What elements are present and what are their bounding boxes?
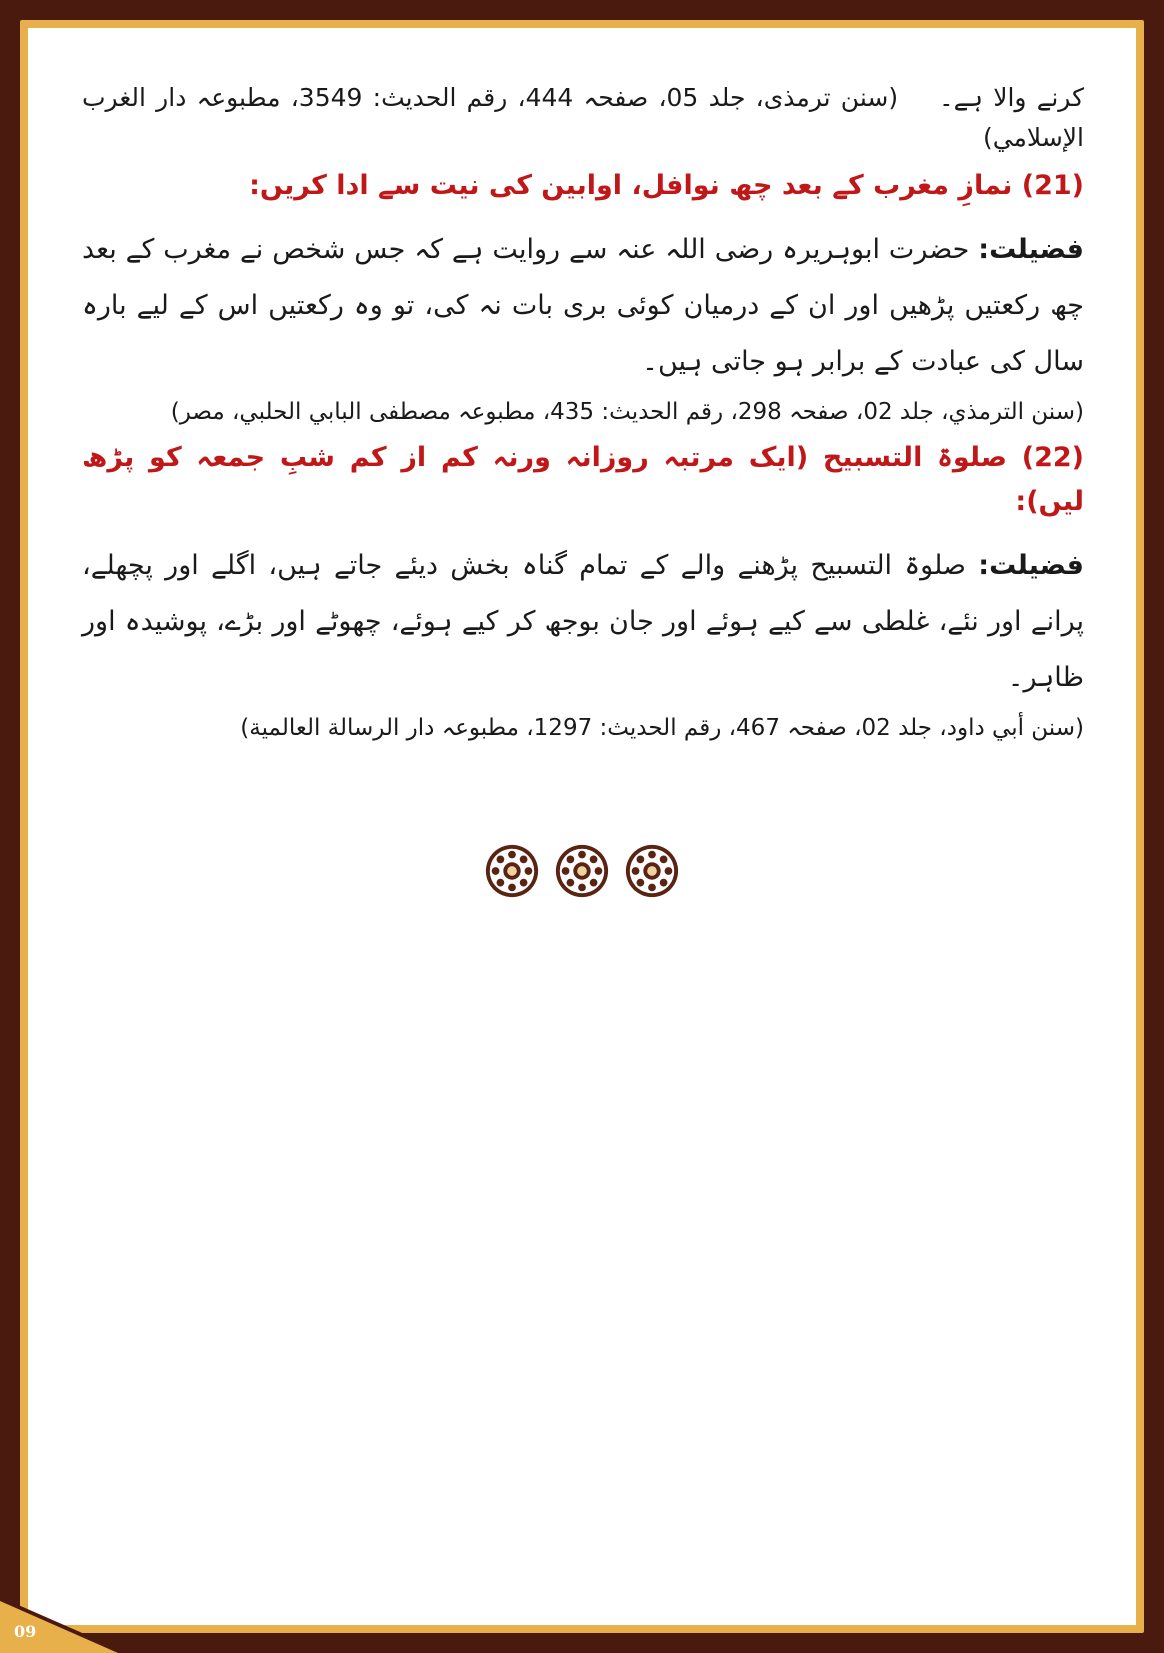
section-21-body: حضرت ابوہریرہ رضی اللہ عنہ سے روایت ہے کہ جس شخص نے مغرب کے بعد چھ رکعتیں پڑھیں اور ان کے درمیان کوئی بری بات نہ کی، تو وہ رکعتیں اس کے لیے بارہ سال کی عبادت کے برابر ہو جاتی ہیں۔ [82,234,1084,377]
page-content [82,78,1084,752]
section-21-heading: (21) نمازِ مغرب کے بعد چھ نوافل، اوابین کی نیت سے ادا کریں: [249,170,1084,201]
section-22-reference: (سنن أبي داود، جلد 02، صفحہ 467، رقم الحدیث: 1297، مطبوعہ دار الرسالة العالمية) [240,715,1084,741]
intro-line [82,78,1084,158]
ornament-icon [623,842,681,900]
intro-reference: (سنن ترمذی، جلد 05، صفحہ 444، رقم الحدیث: 3549، مطبوعہ دار الغرب الإسلامي) [82,83,1084,152]
section-21-reference: (سنن الترمذي، جلد 02، صفحہ 298، رقم الحدیث: 435، مطبوعہ مصطفى البابي الحلبي، مصر) [170,399,1084,425]
section-21-paragraph [82,222,1084,390]
section-22-paragraph [82,538,1084,706]
page-number: 09 [14,1622,37,1641]
ornament-divider [0,842,1164,906]
fazilat-label: فضیلت: [978,234,1084,265]
ornament-icon [553,842,611,900]
fazilat-label: فضیلت: [978,550,1084,581]
intro-text: کرنے والا ہے۔ [939,83,1085,112]
section-22-body: صلوۃ التسبیح پڑھنے والے کے تمام گناہ بخش دیئے جاتے ہیں، اگلے اور پچھلے، پرانے اور نئے، غلطی سے کیے ہوئے اور جان بوجھ کر کیے ہوئے، چھوٹے اور بڑے، پوشیدہ اور ظاہر۔ [82,550,1084,693]
section-22-heading: (22) صلوۃ التسبیح (ایک مرتبہ روزانہ ورنہ کم از کم شبِ جمعہ کو پڑھ لیں): [82,442,1084,517]
ornament-icon [483,842,541,900]
